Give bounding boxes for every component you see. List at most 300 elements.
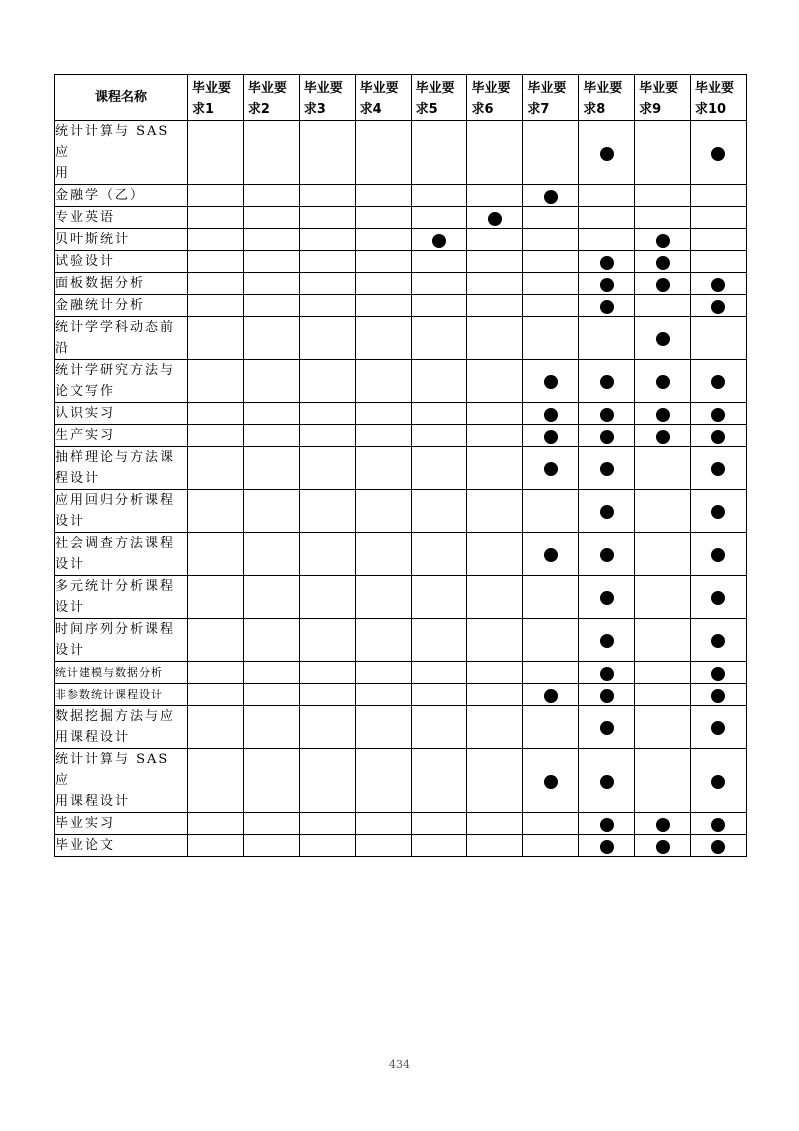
requirement-cell-1	[188, 317, 244, 360]
requirement-cell-5	[411, 576, 467, 619]
requirement-cell-10	[691, 121, 747, 185]
filled-circle-mark	[656, 234, 670, 248]
requirement-cell-2	[243, 490, 299, 533]
requirement-cell-4	[355, 684, 411, 706]
requirement-cell-5	[411, 706, 467, 749]
requirement-cell-3	[299, 229, 355, 251]
course-name-line: 生产实习	[55, 428, 116, 443]
requirement-cell-4	[355, 425, 411, 447]
table-row	[55, 295, 747, 317]
requirement-cell-9	[635, 360, 691, 403]
requirement-cell-9	[635, 425, 691, 447]
requirement-cell-8	[579, 273, 635, 295]
requirement-cell-5	[411, 317, 467, 360]
requirement-cell-5	[411, 533, 467, 576]
requirement-cell-7	[523, 229, 579, 251]
requirement-cell-10	[691, 251, 747, 273]
course-name-line: 贝叶斯统计	[55, 232, 131, 247]
requirement-cell-2	[243, 619, 299, 662]
requirement-cell-8	[579, 447, 635, 490]
requirement-cell-6	[467, 835, 523, 857]
requirement-cell-3	[299, 121, 355, 185]
course-name	[55, 207, 188, 229]
requirement-cell-3	[299, 403, 355, 425]
table-row	[55, 706, 747, 749]
requirement-cell-7	[523, 619, 579, 662]
requirement-cell-3	[299, 273, 355, 295]
requirement-header-line: 求7	[527, 102, 550, 117]
requirement-cell-10	[691, 533, 747, 576]
requirement-header-8	[579, 75, 635, 121]
requirement-cell-9	[635, 684, 691, 706]
course-name	[55, 185, 188, 207]
requirement-cell-2	[243, 425, 299, 447]
requirement-cell-8	[579, 403, 635, 425]
requirement-cell-2	[243, 360, 299, 403]
course-name-line: 毕业实习	[55, 816, 116, 831]
filled-circle-mark	[600, 548, 614, 562]
requirement-cell-1	[188, 185, 244, 207]
course-name-line: 统计建模与数据分析	[55, 666, 163, 679]
requirement-cell-8	[579, 295, 635, 317]
requirement-cell-1	[188, 273, 244, 295]
requirement-cell-6	[467, 295, 523, 317]
requirement-cell-5	[411, 813, 467, 835]
requirement-cell-3	[299, 207, 355, 229]
course-name-line: 应用回归分析课程	[55, 493, 176, 508]
requirement-cell-6	[467, 273, 523, 295]
requirement-cell-4	[355, 360, 411, 403]
requirement-cell-8	[579, 619, 635, 662]
requirement-cell-7	[523, 121, 579, 185]
course-name	[55, 576, 188, 619]
course-name	[55, 295, 188, 317]
requirement-cell-6	[467, 706, 523, 749]
requirement-cell-6	[467, 207, 523, 229]
requirement-cell-5	[411, 619, 467, 662]
filled-circle-mark	[600, 667, 614, 681]
course-name-line: 多元统计分析课程	[55, 579, 176, 594]
requirement-cell-5	[411, 295, 467, 317]
table-row	[55, 207, 747, 229]
filled-circle-mark	[544, 548, 558, 562]
requirement-header-line: 毕业要	[247, 81, 287, 96]
requirement-header-line: 求2	[247, 102, 270, 117]
filled-circle-mark	[711, 505, 725, 519]
requirement-cell-9	[635, 317, 691, 360]
requirement-cell-3	[299, 662, 355, 684]
requirement-cell-2	[243, 813, 299, 835]
filled-circle-mark	[711, 300, 725, 314]
filled-circle-mark	[544, 462, 558, 476]
requirement-cell-8	[579, 251, 635, 273]
course-name-line: 论文写作	[55, 384, 116, 399]
table-row	[55, 360, 747, 403]
filled-circle-mark	[711, 375, 725, 389]
table-row	[55, 447, 747, 490]
requirement-cell-3	[299, 813, 355, 835]
requirement-cell-10	[691, 576, 747, 619]
requirement-cell-7	[523, 425, 579, 447]
course-name	[55, 706, 188, 749]
requirement-cell-4	[355, 185, 411, 207]
requirement-cell-2	[243, 229, 299, 251]
requirement-cell-7	[523, 273, 579, 295]
filled-circle-mark	[600, 634, 614, 648]
course-requirement-table	[54, 74, 747, 857]
requirement-cell-3	[299, 533, 355, 576]
requirement-cell-10	[691, 706, 747, 749]
course-name-line: 毕业论文	[55, 838, 116, 853]
requirement-cell-4	[355, 295, 411, 317]
requirement-cell-4	[355, 251, 411, 273]
requirement-cell-2	[243, 273, 299, 295]
course-name-line: 非参数统计课程设计	[55, 688, 163, 701]
requirement-header-line: 求9	[639, 102, 662, 117]
requirement-header-line: 求4	[359, 102, 382, 117]
requirement-cell-4	[355, 273, 411, 295]
requirement-cell-8	[579, 684, 635, 706]
table-row	[55, 490, 747, 533]
requirement-cell-7	[523, 576, 579, 619]
table-row	[55, 533, 747, 576]
header-row	[55, 75, 747, 121]
requirement-cell-4	[355, 121, 411, 185]
course-name-line: 设计	[55, 643, 86, 658]
requirement-cell-3	[299, 251, 355, 273]
requirement-cell-3	[299, 706, 355, 749]
requirement-cell-10	[691, 662, 747, 684]
course-name-line: 金融统计分析	[55, 298, 146, 313]
filled-circle-mark	[711, 278, 725, 292]
requirement-header-line: 毕业要	[471, 81, 511, 96]
requirement-cell-10	[691, 684, 747, 706]
requirement-cell-10	[691, 229, 747, 251]
requirement-cell-1	[188, 749, 244, 813]
filled-circle-mark	[711, 408, 725, 422]
requirement-header-line: 毕业要	[695, 81, 735, 96]
requirement-cell-5	[411, 684, 467, 706]
requirement-cell-6	[467, 251, 523, 273]
requirement-header-9	[635, 75, 691, 121]
requirement-cell-4	[355, 662, 411, 684]
requirement-cell-2	[243, 207, 299, 229]
requirement-cell-6	[467, 490, 523, 533]
filled-circle-mark	[656, 332, 670, 346]
requirement-cell-6	[467, 425, 523, 447]
requirement-cell-7	[523, 360, 579, 403]
filled-circle-mark	[656, 375, 670, 389]
filled-circle-mark	[600, 278, 614, 292]
filled-circle-mark	[600, 408, 614, 422]
requirement-cell-2	[243, 706, 299, 749]
course-name	[55, 684, 188, 706]
requirement-header-6	[467, 75, 523, 121]
requirement-cell-2	[243, 121, 299, 185]
filled-circle-mark	[432, 234, 446, 248]
course-name-line: 试验设计	[55, 254, 116, 269]
requirement-cell-1	[188, 121, 244, 185]
requirement-cell-5	[411, 121, 467, 185]
requirement-cell-8	[579, 185, 635, 207]
requirement-cell-9	[635, 447, 691, 490]
filled-circle-mark	[711, 667, 725, 681]
requirement-cell-9	[635, 403, 691, 425]
requirement-cell-1	[188, 684, 244, 706]
requirement-cell-2	[243, 403, 299, 425]
requirement-cell-4	[355, 403, 411, 425]
requirement-cell-6	[467, 185, 523, 207]
filled-circle-mark	[711, 721, 725, 735]
requirement-cell-8	[579, 490, 635, 533]
course-name	[55, 619, 188, 662]
requirement-cell-5	[411, 447, 467, 490]
filled-circle-mark	[600, 840, 614, 854]
requirement-cell-4	[355, 490, 411, 533]
requirement-cell-7	[523, 295, 579, 317]
requirement-cell-1	[188, 619, 244, 662]
filled-circle-mark	[600, 375, 614, 389]
requirement-header-line: 求1	[192, 102, 215, 117]
requirement-cell-2	[243, 835, 299, 857]
requirement-cell-3	[299, 576, 355, 619]
course-name-line: 程设计	[55, 471, 101, 486]
course-name-line: 专业英语	[55, 210, 116, 225]
course-name-line: 统计学研究方法与	[55, 363, 176, 378]
requirement-cell-9	[635, 229, 691, 251]
requirement-cell-9	[635, 813, 691, 835]
requirement-cell-2	[243, 576, 299, 619]
requirement-header-line: 毕业要	[303, 81, 343, 96]
requirement-cell-6	[467, 662, 523, 684]
course-name-line: 数据挖掘方法与应	[55, 709, 176, 724]
course-name-line: 统计计算与 SAS 应	[55, 752, 170, 788]
requirement-cell-10	[691, 749, 747, 813]
filled-circle-mark	[656, 818, 670, 832]
requirement-cell-3	[299, 749, 355, 813]
requirement-cell-1	[188, 706, 244, 749]
requirement-cell-5	[411, 835, 467, 857]
course-name-line: 统计计算与 SAS 应	[55, 124, 170, 160]
requirement-cell-2	[243, 447, 299, 490]
requirement-cell-7	[523, 533, 579, 576]
requirement-cell-10	[691, 317, 747, 360]
course-name-line: 沿	[55, 341, 71, 356]
requirement-header-4	[355, 75, 411, 121]
requirement-cell-8	[579, 662, 635, 684]
table-row	[55, 121, 747, 185]
filled-circle-mark	[711, 634, 725, 648]
requirement-cell-9	[635, 251, 691, 273]
requirement-cell-8	[579, 835, 635, 857]
course-name	[55, 749, 188, 813]
requirement-cell-5	[411, 490, 467, 533]
requirement-cell-10	[691, 295, 747, 317]
course-name	[55, 425, 188, 447]
requirement-cell-7	[523, 251, 579, 273]
requirement-cell-10	[691, 360, 747, 403]
filled-circle-mark	[711, 591, 725, 605]
requirement-cell-5	[411, 662, 467, 684]
requirement-cell-6	[467, 403, 523, 425]
filled-circle-mark	[711, 462, 725, 476]
requirement-cell-9	[635, 749, 691, 813]
course-name-line: 面板数据分析	[55, 276, 146, 291]
requirement-cell-3	[299, 360, 355, 403]
filled-circle-mark	[600, 689, 614, 703]
requirement-cell-7	[523, 749, 579, 813]
filled-circle-mark	[544, 190, 558, 204]
requirement-cell-10	[691, 490, 747, 533]
requirement-cell-4	[355, 619, 411, 662]
requirement-cell-3	[299, 447, 355, 490]
requirement-cell-6	[467, 533, 523, 576]
requirement-cell-9	[635, 121, 691, 185]
requirement-cell-6	[467, 684, 523, 706]
requirement-cell-3	[299, 317, 355, 360]
course-name	[55, 360, 188, 403]
requirement-cell-2	[243, 251, 299, 273]
requirement-cell-1	[188, 813, 244, 835]
filled-circle-mark	[600, 147, 614, 161]
table-row	[55, 317, 747, 360]
course-name	[55, 317, 188, 360]
course-name-line: 用课程设计	[55, 794, 131, 809]
requirement-header-5	[411, 75, 467, 121]
requirement-cell-8	[579, 706, 635, 749]
requirement-cell-9	[635, 295, 691, 317]
requirement-cell-5	[411, 185, 467, 207]
requirement-cell-2	[243, 185, 299, 207]
filled-circle-mark	[711, 147, 725, 161]
table-row	[55, 835, 747, 857]
requirement-cell-7	[523, 207, 579, 229]
filled-circle-mark	[656, 408, 670, 422]
filled-circle-mark	[711, 840, 725, 854]
filled-circle-mark	[544, 775, 558, 789]
table-row	[55, 229, 747, 251]
requirement-cell-7	[523, 490, 579, 533]
requirement-cell-2	[243, 317, 299, 360]
requirement-cell-3	[299, 684, 355, 706]
requirement-cell-6	[467, 317, 523, 360]
requirement-cell-5	[411, 403, 467, 425]
filled-circle-mark	[600, 256, 614, 270]
requirement-cell-7	[523, 447, 579, 490]
requirement-cell-1	[188, 251, 244, 273]
filled-circle-mark	[600, 775, 614, 789]
requirement-cell-7	[523, 403, 579, 425]
requirement-cell-4	[355, 207, 411, 229]
requirement-cell-3	[299, 425, 355, 447]
requirement-cell-7	[523, 835, 579, 857]
requirement-cell-10	[691, 425, 747, 447]
requirement-cell-8	[579, 749, 635, 813]
course-name-line: 统计学学科动态前	[55, 320, 176, 335]
filled-circle-mark	[600, 721, 614, 735]
requirement-cell-8	[579, 207, 635, 229]
requirement-cell-4	[355, 749, 411, 813]
requirement-cell-1	[188, 490, 244, 533]
requirement-cell-4	[355, 835, 411, 857]
table-row	[55, 403, 747, 425]
table-row	[55, 251, 747, 273]
requirement-cell-7	[523, 813, 579, 835]
requirement-cell-1	[188, 447, 244, 490]
filled-circle-mark	[488, 212, 502, 226]
requirement-cell-6	[467, 749, 523, 813]
course-name-line: 认识实习	[55, 406, 116, 421]
requirement-cell-2	[243, 749, 299, 813]
requirement-cell-4	[355, 533, 411, 576]
requirement-cell-10	[691, 447, 747, 490]
requirement-cell-8	[579, 425, 635, 447]
table-row	[55, 273, 747, 295]
requirement-cell-3	[299, 295, 355, 317]
course-name-line: 时间序列分析课程	[55, 622, 176, 637]
course-name	[55, 662, 188, 684]
table-row	[55, 813, 747, 835]
requirement-cell-1	[188, 403, 244, 425]
requirement-header-line: 求3	[303, 102, 326, 117]
filled-circle-mark	[656, 278, 670, 292]
table-row	[55, 749, 747, 813]
filled-circle-mark	[544, 408, 558, 422]
course-name	[55, 835, 188, 857]
course-name-line: 用	[55, 166, 71, 181]
requirement-cell-9	[635, 185, 691, 207]
requirement-cell-1	[188, 576, 244, 619]
course-name-line: 社会调查方法课程	[55, 536, 176, 551]
requirement-cell-9	[635, 619, 691, 662]
requirement-cell-4	[355, 706, 411, 749]
filled-circle-mark	[656, 256, 670, 270]
requirement-cell-8	[579, 813, 635, 835]
requirement-cell-10	[691, 813, 747, 835]
filled-circle-mark	[711, 818, 725, 832]
requirement-header-line: 毕业要	[359, 81, 399, 96]
course-name	[55, 251, 188, 273]
requirement-cell-4	[355, 576, 411, 619]
course-name-line: 抽样理论与方法课	[55, 450, 176, 465]
requirement-cell-10	[691, 619, 747, 662]
table-row	[55, 662, 747, 684]
filled-circle-mark	[656, 840, 670, 854]
requirement-cell-2	[243, 662, 299, 684]
requirement-cell-10	[691, 403, 747, 425]
course-name	[55, 121, 188, 185]
requirement-cell-3	[299, 835, 355, 857]
requirement-cell-2	[243, 295, 299, 317]
requirement-cell-2	[243, 684, 299, 706]
filled-circle-mark	[600, 462, 614, 476]
requirement-cell-4	[355, 229, 411, 251]
course-name-line: 设计	[55, 514, 86, 529]
requirement-cell-1	[188, 229, 244, 251]
requirement-cell-8	[579, 317, 635, 360]
requirement-cell-8	[579, 533, 635, 576]
course-name-header: 课程名称	[55, 75, 188, 121]
requirement-header-line: 求10	[695, 102, 727, 117]
course-name-line: 设计	[55, 557, 86, 572]
filled-circle-mark	[711, 689, 725, 703]
requirement-header-3	[299, 75, 355, 121]
requirement-cell-9	[635, 490, 691, 533]
requirement-header-10	[691, 75, 747, 121]
requirement-cell-7	[523, 185, 579, 207]
requirement-cell-4	[355, 317, 411, 360]
course-name-line: 金融学（乙）	[55, 188, 146, 203]
